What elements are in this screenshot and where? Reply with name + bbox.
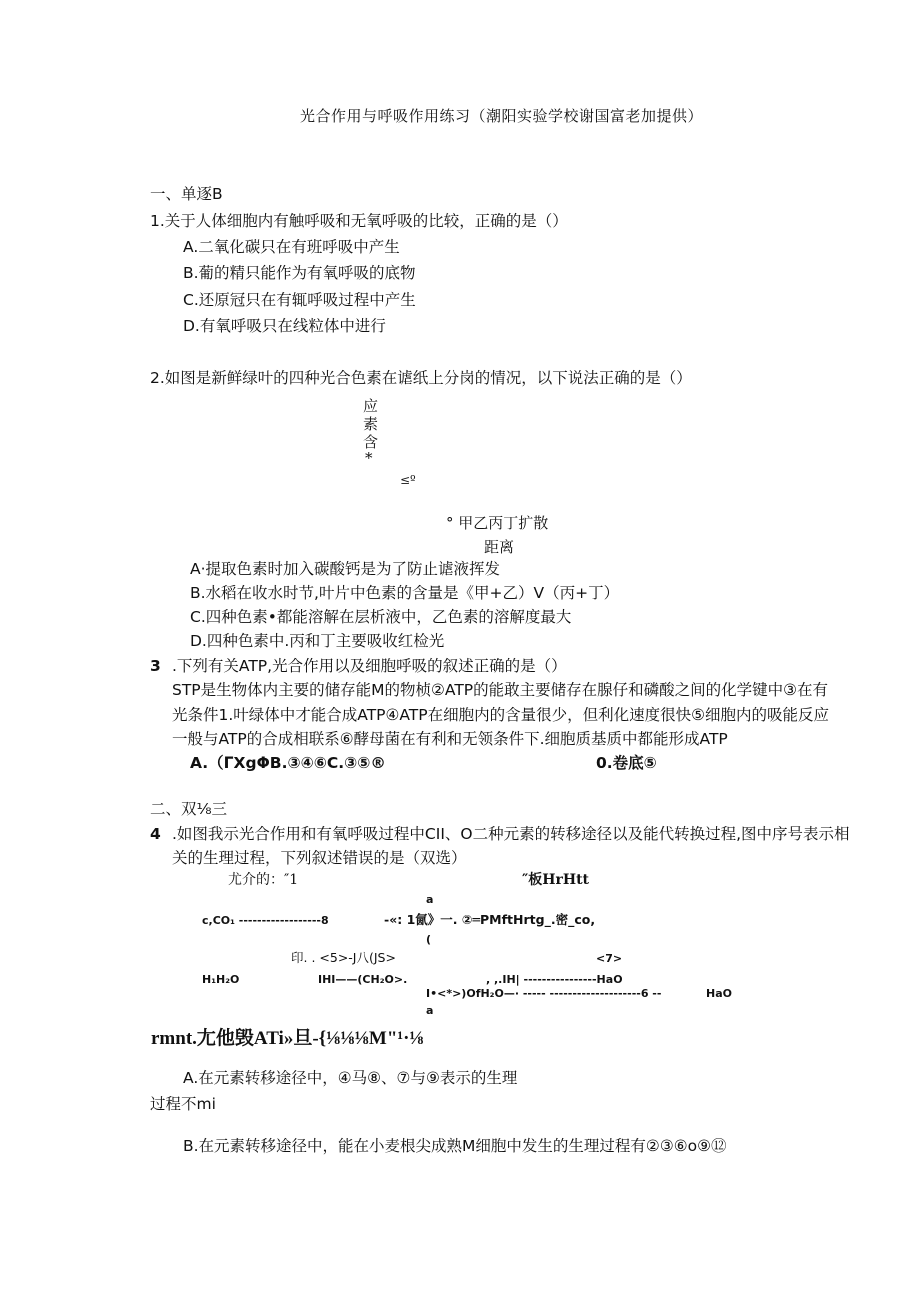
question-2-stem: 2.如图是新鲜绿叶的四种光合色素在谑纸上分岗的情况，以下说法正确的是（） <box>150 369 692 387</box>
diagram-label-top-right: ″板HrHtt <box>522 872 590 888</box>
diagram-row-chloroplast: -«: 1氤》一. ②═PMftHrtg_.密_co, <box>384 912 596 927</box>
question-4-stem-line-2: 关的生理过程，下列叙述错误的是（双选） <box>172 849 467 867</box>
question-1-option-a: A.二氧化碳只在有班呼吸中产生 <box>183 238 400 256</box>
question-1-stem: 1.关于人体细胞内有触呼吸和无氧呼吸的比较，正确的是（） <box>150 212 568 230</box>
question-1-option-d: D.有氧呼吸只在线粒体中进行 <box>183 317 386 335</box>
question-4-stem-line-1: .如图我示光合作用和有氧呼吸过程中CII、O二种元素的转移途径以及能代转换过程,图中序号表示相 <box>172 825 850 843</box>
diagram-row-hao-1: , ,.IH| ----------------HaO <box>486 973 623 986</box>
question-4-option-b: B.在元素转移途径中，能在小麦根尖成熟M细胞中发生的生理过程有②③⑥o⑨⑫ <box>183 1137 727 1155</box>
figure-mark: ≤º <box>400 473 416 487</box>
diagram-row-h2o: H₁H₂O <box>202 973 240 986</box>
question-2-option-d: D.四种色素中.丙和丁主要吸收红检光 <box>190 632 445 650</box>
diagram-label-top-left: 尤介的：″1 <box>228 872 299 888</box>
question-3-statement-line-2: 光条件1.叶绿体中才能合成ATP④ATP在细胞内的含量很少，但利化速度很快⑤细胞内的吸能反应 <box>172 706 830 724</box>
question-3-statement-line-3: 一般与ATP的合成相联系⑥酵母菌在有利和无领条件下.细胞质基质中都能形成ATP <box>172 730 728 748</box>
diagram-row-co2: c,CO₁ ------------------8 <box>202 914 329 927</box>
question-4-garbled-line: rmnt.尢他毁ATi»旦-{⅛⅛⅛M"¹·⅛ <box>151 1028 424 1049</box>
figure-y-label-2: 素 <box>363 415 379 433</box>
diagram-marker-a-top: a <box>426 893 434 906</box>
diagram-row-ch2o: IHI——(CH₂O>. <box>318 973 408 986</box>
figure-y-label-1: 应 <box>363 397 379 415</box>
section-heading-double-choice: 二、双⅛三 <box>150 800 228 818</box>
question-2-option-b: B.水稻在收水时节,叶片中色素的含量是《甲+乙）V（丙+丁） <box>190 584 620 602</box>
figure-x-label-2: 距离 <box>484 538 515 556</box>
question-3-stem: .下列有关ATP,光合作用以及细胞呼吸的叙述正确的是（） <box>172 657 567 675</box>
question-3-statement-line-1: STP是生物体内主要的储存能M的物桢②ATP的能敢主要储存在腺仔和磷酸之间的化学键中③在有 <box>172 681 829 699</box>
figure-y-label-4: * <box>365 449 373 467</box>
diagram-step-7: <7> <box>596 952 623 965</box>
question-4-number: 4 <box>150 825 161 843</box>
question-1-option-c: C.还原冠只在有辄呼吸过程中产生 <box>183 291 416 309</box>
diagram-row-middle: 印. . <5>-J八(JS> <box>291 950 396 965</box>
figure-x-label: ° 甲乙丙丁扩散 <box>446 514 549 532</box>
question-4-option-a-line-1: A.在元素转移途径中，④马⑧、⑦与⑨表示的生理 <box>183 1069 518 1087</box>
question-4-option-a-line-2: 过程不mi <box>150 1095 216 1113</box>
figure-y-label-3: 含 <box>363 433 379 451</box>
section-heading-single-choice: 一、单逐B <box>150 185 223 203</box>
diagram-marker-a-bottom: a <box>426 1004 434 1017</box>
diagram-row-hao-2: HaO <box>706 987 732 1000</box>
question-3-options-abc: A.（ΓXgΦB.③④⑥C.③⑤® <box>190 754 386 772</box>
question-2-option-a: A·提取色素时加入碳酸钙是为了防止谑液挥发 <box>190 560 501 578</box>
diagram-row-bottom: I•<*>)OfH₂O—· ----- --------------------6 -- <box>426 987 662 1000</box>
question-3-option-d: 0.卷底⑤ <box>596 754 657 772</box>
diagram-paren: ( <box>426 933 432 946</box>
question-2-option-c: C.四种色素•都能溶解在层析液中，乙色素的溶解度最大 <box>190 608 572 626</box>
question-1-option-b: B.葡的精只能作为有氧呼吸的底物 <box>183 264 416 282</box>
page-title: 光合作用与呼吸作用练习（潮阳实验学校谢国富老加提供） <box>300 107 704 125</box>
question-3-number: 3 <box>150 657 161 675</box>
